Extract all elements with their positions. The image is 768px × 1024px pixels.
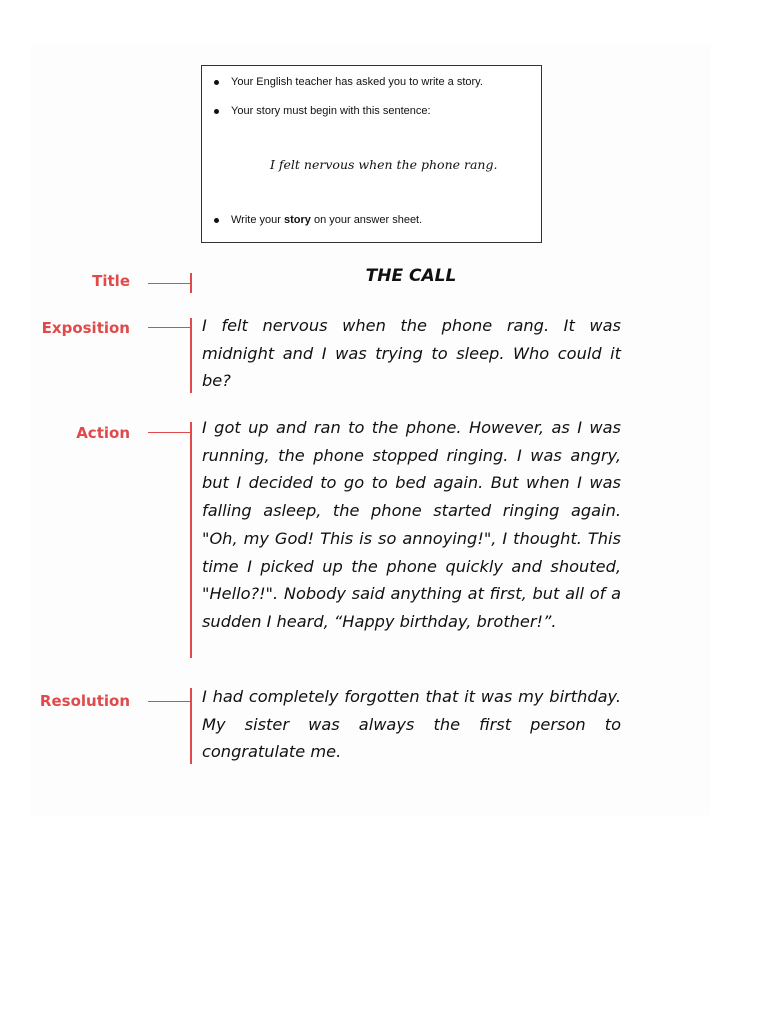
task-item-text-bold: story	[283, 214, 311, 226]
bullet-icon	[214, 80, 219, 85]
label-connector	[148, 701, 190, 702]
label-title: Title	[92, 272, 130, 290]
paragraph-action: I got up and ran to the phone. However, as I was running, the phone stopped ringing. I was angry, but I decided to go to bed again. But when I was falling asleep, the phone started ringing again. "Oh, my God! This is so annoying!", I thought. This time I picked up the phone quickly and shouted, "Hello?!". Nobody said anything at first, but all of a sudden I heard, “Happy birthday, brother!”.	[202, 418, 621, 631]
bullet-icon	[214, 109, 219, 114]
section-bracket	[190, 318, 192, 393]
label-action: Action	[76, 424, 130, 442]
section-bracket	[190, 273, 192, 293]
task-item	[214, 214, 422, 226]
task-item-text: Your story must begin with this sentence:	[231, 105, 431, 117]
label-exposition: Exposition	[41, 319, 130, 337]
paragraph-exposition: I felt nervous when the phone rang. It was midnight and I was trying to sleep. Who could it be?	[202, 316, 621, 391]
label-connector	[148, 283, 190, 284]
paragraph-resolution: I had completely forgotten that it was my birthday. My sister was always the first person to congratulate me.	[202, 687, 621, 762]
opening-sentence: I felt nervous when the phone rang.	[270, 157, 498, 172]
task-item-text: Your English teacher has asked you to write a story.	[231, 76, 483, 88]
task-item	[214, 76, 483, 88]
section-bracket	[190, 422, 192, 658]
label-connector	[148, 327, 190, 328]
label-resolution: Resolution	[39, 692, 130, 710]
story-title: THE CALL	[365, 266, 457, 286]
task-instructions-box	[201, 65, 542, 243]
section-bracket	[190, 688, 192, 764]
task-item-text-before: Write your	[231, 214, 284, 226]
label-connector	[148, 432, 190, 433]
task-item-text-after: on your answer sheet.	[310, 214, 423, 226]
task-item	[214, 105, 431, 117]
bullet-icon	[214, 218, 219, 223]
task-item-text	[231, 214, 422, 226]
